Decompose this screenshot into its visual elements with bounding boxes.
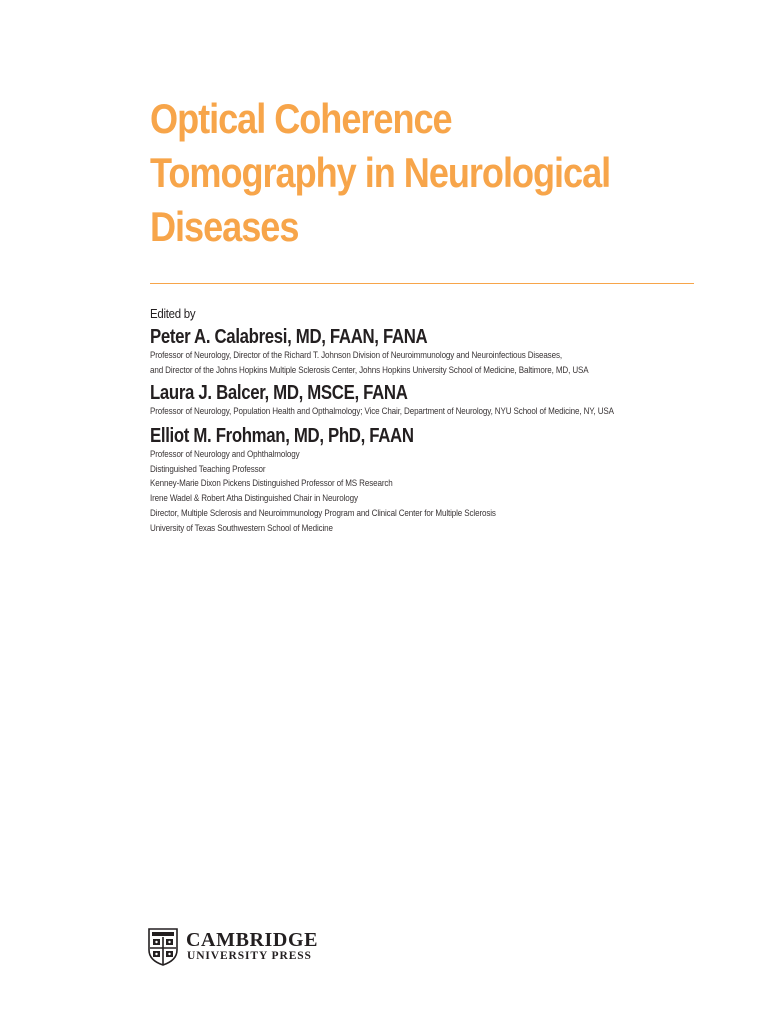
editor-affiliation-line: Kenney-Marie Dixon Pickens Distinguished Professor of MS Research — [150, 478, 393, 490]
editor-affiliation-line: Professor of Neurology, Population Health and Opthalmology; Vice Chair, Department of Neurology, NYU School of Medicine, NY, USA — [150, 406, 614, 417]
edited-by-label: Edited by — [150, 306, 196, 321]
editor-affiliation-line: Irene Wadel & Robert Atha Distinguished Chair in Neurology — [150, 493, 358, 505]
editor-name: Laura J. Balcer, MD, MSCE, FANA — [150, 382, 408, 404]
editor-affiliation-line: University of Texas Southwestern School of Medicine — [150, 522, 333, 534]
book-title-line-2: Tomography in Neurological — [150, 149, 611, 196]
book-title — [150, 92, 632, 254]
editor-name: Peter A. Calabresi, MD, FAAN, FANA — [150, 326, 428, 348]
cambridge-shield-icon — [148, 928, 178, 966]
editor-frohman — [150, 424, 671, 536]
editor-calabresi — [150, 325, 671, 378]
title-divider — [150, 283, 694, 284]
publisher-subname: UNIVERSITY PRESS — [187, 950, 312, 962]
editor-name: Elliot M. Frohman, MD, PhD, FAAN — [150, 425, 414, 447]
editor-affiliation-line: Director, Multiple Sclerosis and Neuroimmunology Program and Clinical Center for Multiple Sclerosis — [150, 507, 496, 519]
editor-affiliation-line: Professor of Neurology and Ophthalmology — [150, 449, 300, 460]
editor-affiliation-line: Distinguished Teaching Professor — [150, 463, 266, 475]
editor-affiliation-line: and Director of the Johns Hopkins Multiple Sclerosis Center, Johns Hopkins University School of Medicine, Baltimore, MD, USA — [150, 364, 589, 376]
book-title-line-3: Diseases — [150, 203, 299, 250]
editor-balcer — [150, 381, 671, 420]
publisher-name: CAMBRIDGE — [186, 929, 319, 951]
editor-affiliation-line: Professor of Neurology, Director of the Richard T. Johnson Division of Neuroimmunology and Neuroinfectious Diseases, — [150, 350, 562, 361]
publisher-logo — [148, 928, 328, 968]
book-title-line-1: Optical Coherence — [150, 95, 452, 142]
